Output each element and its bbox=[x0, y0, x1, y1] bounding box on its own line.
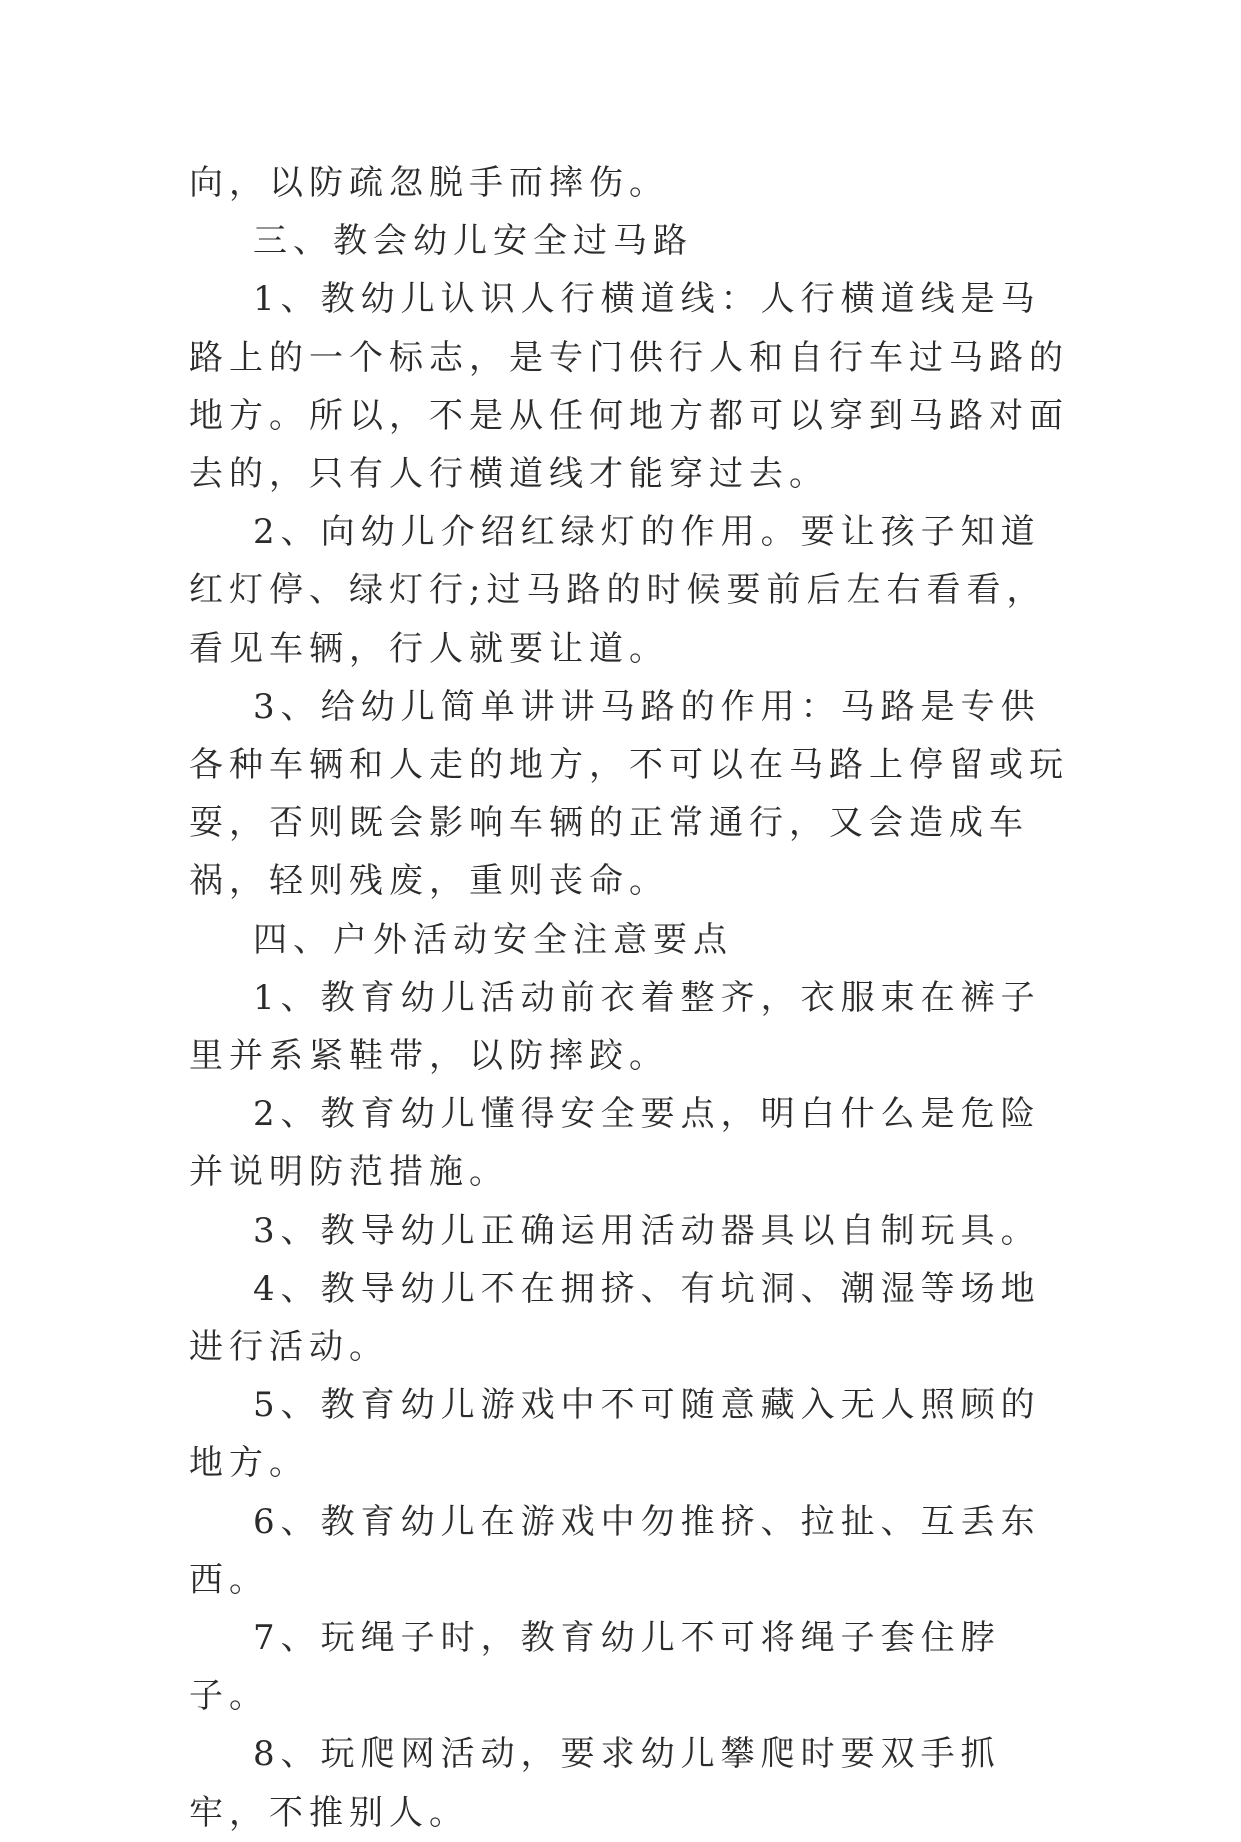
paragraph-item-3-2: 2、向幼儿介绍红绿灯的作用。要让孩子知道红灯停、绿灯行;过马路的时候要前后左右看看，看见车辆，行人就要让道。 bbox=[189, 512, 1047, 669]
document-body bbox=[189, 154, 1069, 1842]
paragraph-item-4-4: 4、教导幼儿不在拥挤、有坑洞、潮湿等场地进行活动。 bbox=[189, 1268, 1041, 1368]
paragraph-item-4-1: 1、教育幼儿活动前衣着整齐，衣服束在裤子里并系紧鞋带，以防摔跤。 bbox=[189, 977, 1041, 1077]
paragraph-item-4-5: 5、教育幼儿游戏中不可随意藏入无人照顾的地方。 bbox=[189, 1385, 1041, 1484]
section-heading-3: 三、教会幼儿安全过马路 bbox=[253, 221, 693, 262]
paragraph-item-4-8: 8、玩爬网活动，要求幼儿攀爬时要双手抓牢，不推别人。 bbox=[189, 1734, 1001, 1833]
paragraph-item-4-6: 6、教育幼儿在游戏中勿推挤、拉扯、互丢东西。 bbox=[189, 1501, 1041, 1600]
paragraph-continuation: 向，以防疏忽脱手而摔伤。 bbox=[189, 163, 669, 203]
paragraph-item-3-1: 1、教幼儿认识人行横道线：人行横道线是马路上的一个标志，是专门供行人和自行车过马路的地方。所以，不是从任何地方都可以穿到马路对面去的，只有人行横道线才能穿过去。 bbox=[189, 279, 1069, 495]
section-heading-4: 四、户外活动安全注意要点 bbox=[253, 919, 733, 960]
paragraph-item-4-3: 3、教导幼儿正确运用活动器具以自制玩具。 bbox=[253, 1210, 1041, 1251]
paragraph-item-4-7: 7、玩绳子时，教育幼儿不可将绳子套住脖子。 bbox=[189, 1618, 1001, 1717]
paragraph-item-4-2: 2、教育幼儿懂得安全要点，明白什么是危险并说明防范措施。 bbox=[189, 1094, 1041, 1193]
paragraph-item-3-3: 3、给幼儿简单讲讲马路的作用：马路是专供各种车辆和人走的地方，不可以在马路上停留或玩耍，否则既会影响车辆的正常通行，又会造成车祸，轻则残废，重则丧命。 bbox=[189, 686, 1069, 902]
